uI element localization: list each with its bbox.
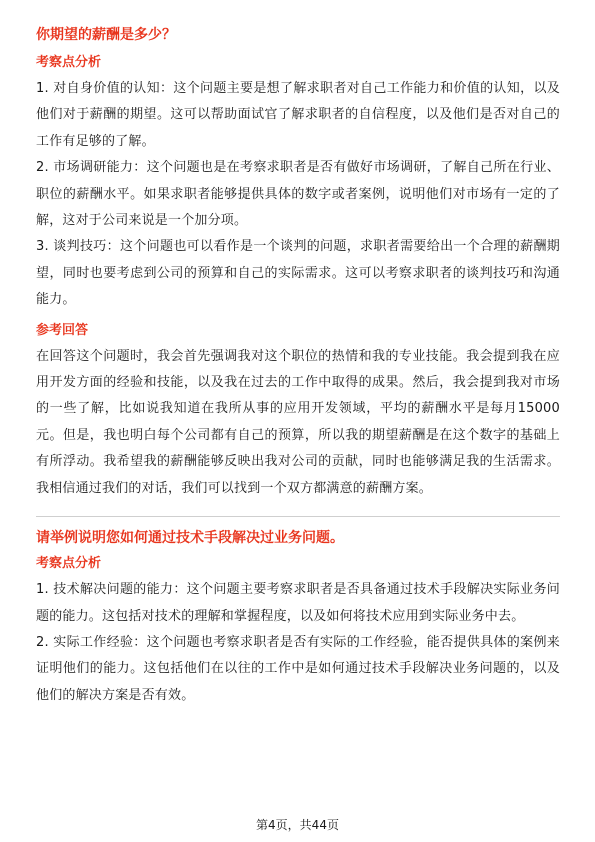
answer-paragraph: 在回答这个问题时，我会首先强调我对这个职位的热情和我的专业技能。我会提到我在应用开发方面的经验和技能，以及我在过去的工作中取得的成果。然后，我会提到我对市场的一些了解，比如说我知道在我所从事的应用开发领域，平均的薪酬水平是每月15000元。但是，我也明白每个公司都有自己的预算，所以我的期望薪酬是在这个数字的基础上有所浮动。我希望我的薪酬能够反映出我对公司的贡献，同时也能够满足我的生活需求。我相信通过我们的对话，我们可以找到一个双方都满意的薪酬方案。 [36,348,560,496]
analysis-list [36,76,560,314]
answer-heading: 参考回答 [36,322,89,338]
question-section-2 [36,527,560,709]
analysis-item: 1. 技术解决问题的能力：这个问题主要考察求职者是否具备通过技术手段解决实际业务问题的能力。这包括对技术的理解和掌握程度，以及如何将技术应用到实际业务中去。 [36,582,560,624]
analysis-item: 3. 谈判技巧：这个问题也可以看作是一个谈判的问题，求职者需要给出一个合理的薪酬期望，同时也要考虑到公司的预算和自己的实际需求。这可以考察求职者的谈判技巧和沟通能力。 [36,239,560,308]
analysis-heading: 考察点分析 [36,55,102,70]
question-section-1 [36,24,560,502]
section-divider [36,516,560,517]
analysis-heading: 考察点分析 [36,556,102,572]
question-title: 你期望的薪酬是多少？ [36,27,176,43]
analysis-item: 2. 实际工作经验：这个问题也考察求职者是否有实际的工作经验，能否提供具体的案例来证明他们的能力。这包括他们在以往的工作中是如何通过技术手段解决业务问题的，以及他们的解决方案是否有效。 [36,634,560,703]
page-number: 第4页，共44页 [256,818,339,832]
analysis-item: 2. 市场调研能力：这个问题也是在考察求职者是否有做好市场调研，了解自己所在行业、职位的薪酬水平。如果求职者能够提供具体的数字或者案例，说明他们对市场有一定的了解，这对于公司来说是一个加分项。 [36,160,560,229]
analysis-item: 1. 对自身价值的认知：这个问题主要是想了解求职者对自己工作能力和价值的认知，以及他们对于薪酬的期望。这可以帮助面试官了解求职者的自信程度，以及他们是否对自己的工作有足够的了解。 [36,81,560,149]
analysis-list [36,577,560,709]
question-title: 请举例说明您如何通过技术手段解决过业务问题。 [36,530,344,547]
document-page [36,24,560,715]
